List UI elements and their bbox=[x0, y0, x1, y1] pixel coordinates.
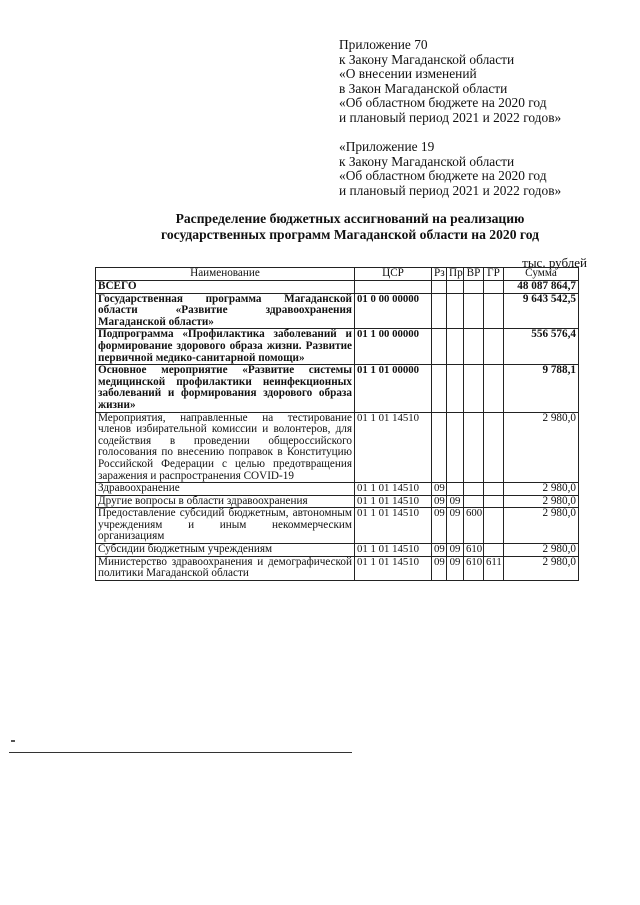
row-vr bbox=[464, 483, 484, 496]
row-csr: 01 1 01 14510 bbox=[355, 483, 432, 496]
appendix-line: «Приложение 19 bbox=[339, 139, 435, 154]
header-gr: ГР bbox=[484, 268, 504, 281]
appendix-line: и плановый период 2021 и 2022 годов» bbox=[339, 182, 562, 198]
appendix-line: «О внесении изменений bbox=[339, 66, 477, 82]
table-row-total bbox=[96, 281, 579, 294]
row-gr bbox=[484, 508, 504, 544]
row-name: Государственная программа Магаданской области «Развитие здравоохранения Магаданской области» bbox=[96, 293, 355, 329]
document-title bbox=[80, 211, 620, 243]
row-sum: 2 980,0 bbox=[504, 412, 579, 483]
header-vr: ВР bbox=[464, 268, 484, 281]
row-name: Подпрограмма «Профилактика заболеваний и формирование здорового образа жизни. Развитие первичной медико-санитарной помощи» bbox=[96, 329, 355, 365]
table-row bbox=[96, 329, 579, 365]
row-name: Другие вопросы в области здравоохранения bbox=[96, 495, 355, 508]
row-pr bbox=[447, 365, 464, 412]
table-row bbox=[96, 556, 579, 580]
table-row bbox=[96, 483, 579, 496]
scan-mark bbox=[11, 740, 15, 742]
row-pr bbox=[447, 483, 464, 496]
row-rz bbox=[432, 281, 447, 294]
appendix-line: Приложение 70 bbox=[339, 37, 428, 52]
row-csr: 01 1 01 14510 bbox=[355, 508, 432, 544]
table-row bbox=[96, 508, 579, 544]
header-csr: ЦСР bbox=[355, 268, 432, 281]
row-rz: 09 bbox=[432, 508, 447, 544]
row-rz: 09 bbox=[432, 483, 447, 496]
row-vr: 610 bbox=[464, 556, 484, 580]
appendix-line: «Об областном бюджете на 2020 год bbox=[339, 95, 547, 111]
row-pr bbox=[447, 293, 464, 329]
appendix-line: к Закону Магаданской области bbox=[339, 51, 515, 67]
row-gr bbox=[484, 483, 504, 496]
row-vr: 610 bbox=[464, 544, 484, 557]
row-csr: 01 1 01 14510 bbox=[355, 544, 432, 557]
row-rz: 09 bbox=[432, 495, 447, 508]
row-pr bbox=[447, 281, 464, 294]
row-rz bbox=[432, 412, 447, 483]
header-name: Наименование bbox=[96, 268, 355, 281]
appendix-line: к Закону Магаданской области bbox=[339, 153, 515, 169]
row-pr bbox=[447, 412, 464, 483]
table-row bbox=[96, 544, 579, 557]
row-vr bbox=[464, 365, 484, 412]
row-pr bbox=[447, 329, 464, 365]
appendix-line: в Закон Магаданской области bbox=[339, 80, 508, 96]
row-gr bbox=[484, 365, 504, 412]
row-gr bbox=[484, 495, 504, 508]
row-gr bbox=[484, 293, 504, 329]
row-rz bbox=[432, 365, 447, 412]
row-vr bbox=[464, 293, 484, 329]
row-sum: 2 980,0 bbox=[504, 483, 579, 496]
units-label: тыс. рублей bbox=[522, 255, 587, 270]
table-header-row bbox=[96, 268, 579, 281]
row-pr: 09 bbox=[447, 508, 464, 544]
footnote-rule bbox=[9, 752, 352, 753]
row-name: Здравоохранение bbox=[96, 483, 355, 496]
row-vr bbox=[464, 495, 484, 508]
appendix-19-header bbox=[339, 140, 561, 198]
row-vr: 600 bbox=[464, 508, 484, 544]
row-pr: 09 bbox=[447, 544, 464, 557]
row-pr: 09 bbox=[447, 556, 464, 580]
row-name: Министерство здравоохранения и демографической политики Магаданской области bbox=[96, 556, 355, 580]
header-pr: Пр bbox=[447, 268, 464, 281]
table-row bbox=[96, 365, 579, 412]
row-rz bbox=[432, 293, 447, 329]
row-csr: 01 1 01 00000 bbox=[355, 365, 432, 412]
row-gr: 611 bbox=[484, 556, 504, 580]
row-vr bbox=[464, 281, 484, 294]
row-sum: 2 980,0 bbox=[504, 556, 579, 580]
budget-table bbox=[95, 267, 579, 581]
appendix-70-header bbox=[339, 38, 561, 126]
header-sum: Сумма bbox=[504, 268, 579, 281]
row-name: ВСЕГО bbox=[96, 281, 355, 294]
title-line: государственных программ Магаданской области на 2020 год bbox=[160, 227, 540, 242]
row-gr bbox=[484, 412, 504, 483]
table-row bbox=[96, 412, 579, 483]
row-csr: 01 1 00 00000 bbox=[355, 329, 432, 365]
table-row bbox=[96, 495, 579, 508]
row-csr bbox=[355, 281, 432, 294]
title-line: Распределение бюджетных ассигнований на реализацию bbox=[175, 211, 525, 226]
row-vr bbox=[464, 329, 484, 365]
row-sum: 9 788,1 bbox=[504, 365, 579, 412]
row-sum: 2 980,0 bbox=[504, 508, 579, 544]
row-rz bbox=[432, 329, 447, 365]
row-csr: 01 0 00 00000 bbox=[355, 293, 432, 329]
row-name: Основное мероприятие «Развитие системы медицинской профилактики неинфекционных заболеваний и формирования здорового образа жизни» bbox=[96, 365, 355, 412]
row-csr: 01 1 01 14510 bbox=[355, 495, 432, 508]
row-sum: 9 643 542,5 bbox=[504, 293, 579, 329]
row-name: Субсидии бюджетным учреждениям bbox=[96, 544, 355, 557]
table-row bbox=[96, 293, 579, 329]
row-csr: 01 1 01 14510 bbox=[355, 412, 432, 483]
header-rz: Рз bbox=[432, 268, 447, 281]
row-name: Предоставление субсидий бюджетным, автономным учреждениям и иным некоммерческим организациям bbox=[96, 508, 355, 544]
row-rz: 09 bbox=[432, 544, 447, 557]
row-name: Мероприятия, направленные на тестирование членов избирательной комиссии и волонтеров, для содействия в проведении общероссийского голосования по внесению поправок в Конституцию Российской Федерации с целью предотвращения заражения и распространения COVID-19 bbox=[96, 412, 355, 483]
row-gr bbox=[484, 329, 504, 365]
row-sum: 2 980,0 bbox=[504, 495, 579, 508]
row-pr: 09 bbox=[447, 495, 464, 508]
appendix-line: «Об областном бюджете на 2020 год bbox=[339, 168, 547, 184]
row-sum: 48 087 864,7 bbox=[504, 281, 579, 294]
row-gr bbox=[484, 281, 504, 294]
row-csr: 01 1 01 14510 bbox=[355, 556, 432, 580]
row-vr bbox=[464, 412, 484, 483]
row-sum: 556 576,4 bbox=[504, 329, 579, 365]
row-rz: 09 bbox=[432, 556, 447, 580]
row-sum: 2 980,0 bbox=[504, 544, 579, 557]
appendix-line: и плановый период 2021 и 2022 годов» bbox=[339, 109, 562, 125]
row-gr bbox=[484, 544, 504, 557]
